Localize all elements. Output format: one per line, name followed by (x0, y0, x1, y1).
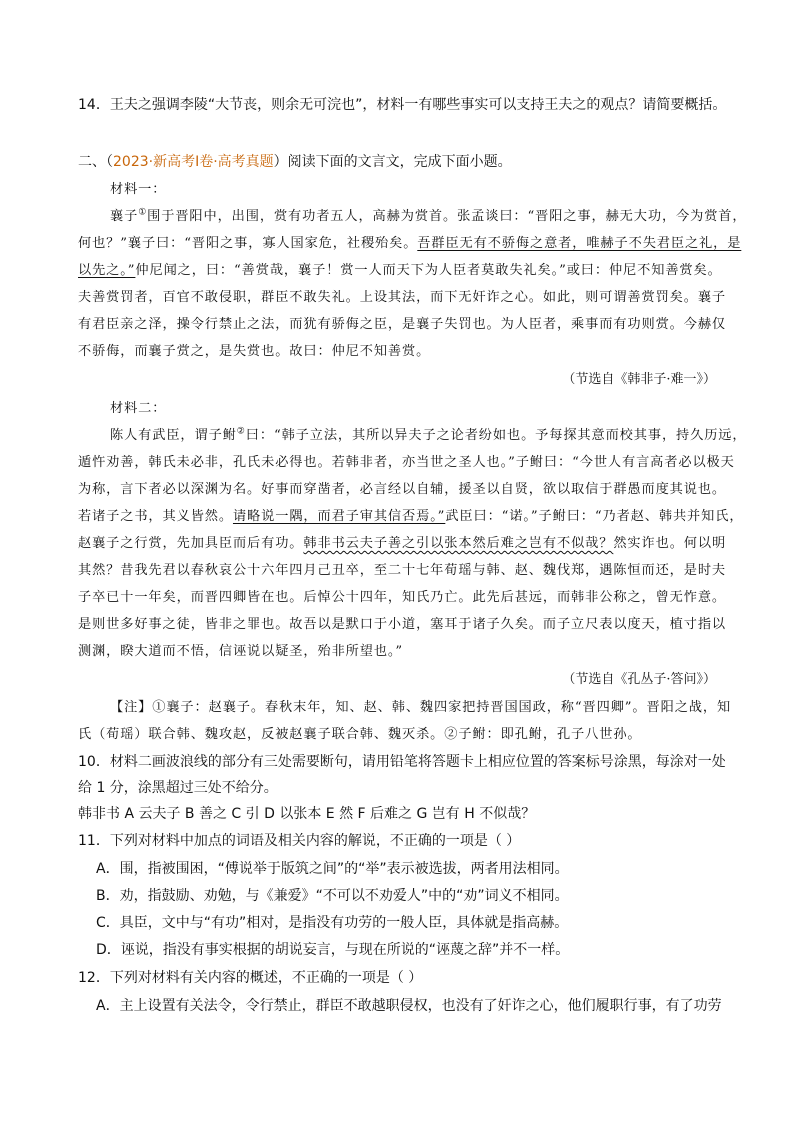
question-11-option-b[interactable]: B．劝，指鼓励、劝勉，与《兼爱》“不可以不劝爱人”中的“劝”词义不相同。 (96, 888, 569, 904)
question-12-option-a[interactable]: A．主上设置有关法令，令行禁止，群臣不敢越职侵权，也没有了奸诈之心，他们履职行事，有了功劳 (96, 998, 722, 1014)
material-2-line-2: 遁忤劝善，韩氏未必非，孔氏未必得也。若韩非者，亦当世之圣人也。”子鲋曰：“今世人有言高者必以极天 (78, 455, 735, 470)
material-1-line-1 (110, 205, 746, 224)
material-2-line-6: 其然？昔我先君以春秋哀公十六年四月己丑卒，至二十七年荀瑶与韩、赵、魏伐郑，遇陈恒而还，是时夫 (78, 563, 727, 578)
question-11-option-a[interactable]: A．围，指被围困，“傅说举于版筑之间”的“举”表示被选拔，两者用法相同。 (96, 861, 569, 877)
material-2-line-9: 测渊，睽大道而不悟，信诬说以疑圣，殆非所望也。” (78, 644, 404, 659)
section-2-heading (78, 151, 512, 171)
underlined-sentence: 吾群臣无有不骄侮之意者，唯赫子不失君臣之礼，是 (417, 236, 742, 251)
text-run: 襄子 (110, 209, 139, 224)
text-run: 然实诈也。何以明 (613, 536, 727, 551)
text-run: 武臣曰：“诺。”子鲋曰：“乃者赵、韩共并知氏， (445, 509, 744, 524)
text-run: 何也？”襄子曰：“晋阳之事，寡人国家危，社稷殆矣。 (78, 236, 418, 251)
material-1-line-6: 不骄侮，而襄子赏之，是失赏也。故曰：仲尼不知善赏。 (78, 344, 431, 359)
footnote-marker: ② (236, 426, 246, 437)
material-1-line-4: 夫善赏罚者，百官不敢侵职，群臣不敢失礼。上设其法，而下无奸诈之心。如此，则可谓善赏罚矣。襄子 (78, 290, 727, 305)
question-10-line-2: 给 1 分，涂黑超过三处不给分。 (78, 780, 278, 796)
text-run: 陈人有武臣，谓子鲋 (110, 428, 237, 443)
material-2-line-1 (110, 424, 746, 443)
question-11-option-c[interactable]: C．具臣，文中与“有功”相对，是指没有功劳的一般人臣，具体就是指高赫。 (96, 915, 569, 931)
question-12-stem: 12．下列对材料有关内容的概述，不正确的一项是（ ） (78, 970, 423, 986)
question-10-line-1: 10．材料二画波浪线的部分有三处需要断句，请用铅笔将答题卡上相应位置的答案标号涂黑，每涂对一处 (78, 754, 726, 770)
material-1-source: （节选自《韩非子·难一》） (562, 372, 716, 387)
material-2-title: 材料二： (110, 401, 167, 416)
question-10-sentence: 韩非书 A 云夫子 B 善之 C 引 D 以张本 E 然 F 后难之 G 岂有 H 不似哉？ (78, 806, 536, 822)
material-2-line-8: 是则世多好事之徒，皆非之罪也。故吾以是默口于小道，塞耳于诸子久矣。而子立尺表以度天，植寸指以 (78, 617, 727, 632)
underlined-sentence: 以先之。” (78, 263, 136, 278)
question-14: 14．王夫之强调李陵“大节丧，则余无可浣也”，材料一有哪些事实可以支持王夫之的观点？请简要概括。 (78, 97, 727, 113)
annotation-line-2: 氏（荀瑶）联合韩、魏攻赵，反被赵襄子联合韩、魏灭杀。②子鲋：即孔鲋，孔子八世孙。 (78, 727, 642, 742)
material-2-line-5 (78, 532, 726, 551)
material-2-source: （节选自《孔丛子·答问》） (562, 672, 716, 687)
text-run: 围于晋阳中，出围，赏有功者五人，高赫为赏首。张孟谈曰：“晋阳之事，赫无大功，今为赏首， (147, 209, 747, 224)
question-11-stem: 11．下列对材料中加点的词语及相关内容的解说，不正确的一项是（ ） (78, 833, 521, 849)
material-1-line-2 (78, 232, 741, 251)
material-2-line-4 (78, 505, 743, 524)
exam-source-tag: 2023·新高考Ⅰ卷·高考真题 (113, 154, 274, 170)
text-run: 曰：“韩子立法，其所以异夫子之论者纷如也。予每探其意而校其事，持久历远， (245, 428, 747, 443)
material-2-line-3: 为称，言下者必以深渊为名。好事而穿凿者，必言经以自辅，援圣以自贤，欲以取信于群愚而度其说也。 (78, 482, 727, 497)
section-2-instruction: ）阅读下面的文言文，完成下面小题。 (273, 154, 512, 170)
wavy-underlined-sentence: 韩非书云夫子善之引以张本然后难之岂有不似哉？ (303, 536, 614, 551)
material-1-line-3 (78, 259, 722, 278)
text-run: 赵襄子之行赏，先加具臣而后有功。 (78, 536, 304, 551)
material-1-title: 材料一： (110, 182, 167, 197)
text-run: 若诸子之书，其义皆然。 (78, 509, 233, 524)
material-1-line-5: 有君臣亲之泽，操令行禁止之法，而犹有骄侮之臣，是襄子失罚也。为人臣者，乘事而有功则赏。今赫仅 (78, 317, 727, 332)
text-run: 仲尼闻之，曰：“善赏哉，襄子！赏一人而天下为人臣者莫敢失礼矣。”或曰：仲尼不知善赏矣。 (135, 263, 722, 278)
footnote-marker: ① (138, 207, 148, 218)
annotation-line-1: 【注】①襄子：赵襄子。春秋末年，知、赵、韩、魏四家把持晋国国政，称“晋四卿”。晋阳之战，知 (110, 700, 732, 715)
underlined-sentence: 请略说一隅，而君子审其信否焉。” (232, 509, 446, 524)
material-2-line-7: 子卒已十一年矣，而晋四卿皆在也。后悼公十四年，知氏乃亡。此先后甚远，而韩非公称之，曾无怍意。 (78, 590, 727, 605)
section-2-prefix: 二、（ (78, 154, 113, 170)
question-11-option-d[interactable]: D．诬说，指没有事实根据的胡说妄言，与现在所说的“诬蔑之辞”并不一样。 (96, 942, 570, 958)
